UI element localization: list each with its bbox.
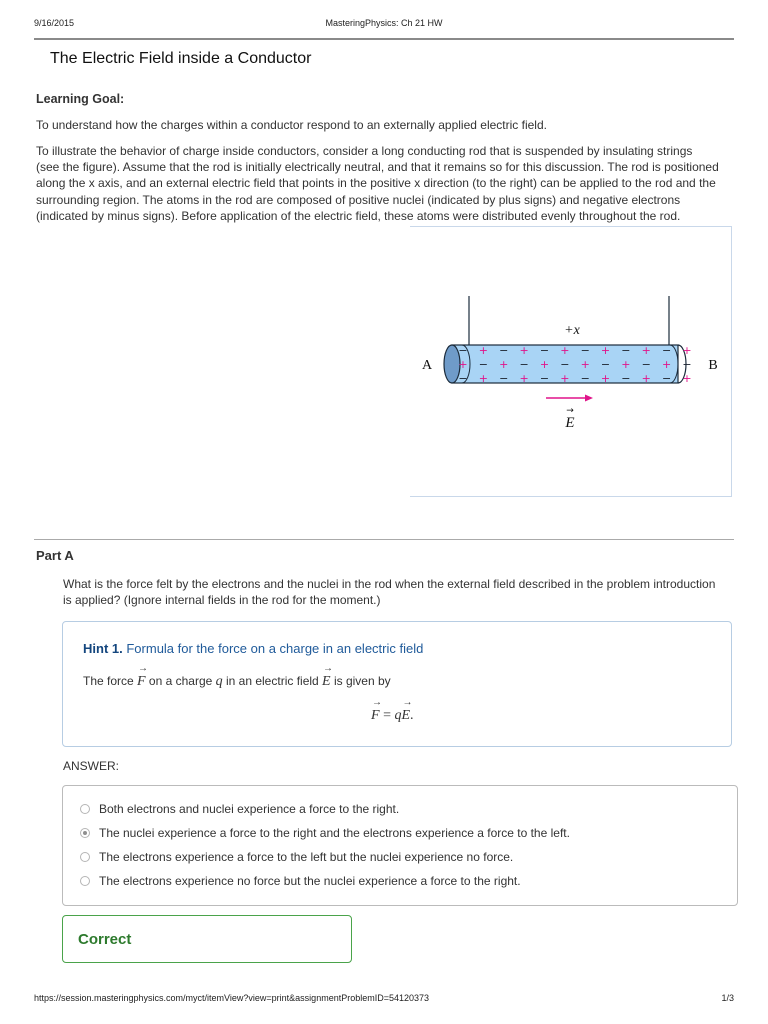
answer-options <box>62 785 738 906</box>
electron-sign: − <box>499 372 509 385</box>
print-date: 9/16/2015 <box>34 18 75 28</box>
hint-text-part: The force <box>83 674 138 688</box>
positive-nucleus-sign: + <box>580 358 590 371</box>
field-label: E <box>565 415 575 431</box>
print-title: MasteringPhysics: Ch 21 HW <box>325 18 443 28</box>
hint-panel <box>62 621 732 747</box>
part-a-heading: Part A <box>36 548 74 563</box>
answer-option-label: The electrons experience no force but the nuclei experience a force to the right. <box>99 874 521 888</box>
electron-sign: − <box>682 358 692 371</box>
header-divider <box>34 38 734 40</box>
positive-nucleus-sign: + <box>478 344 488 357</box>
positive-nucleus-sign: + <box>499 358 509 371</box>
answer-option-label: The electrons experience a force to the left but the nuclei experience no force. <box>99 850 514 864</box>
positive-nucleus-sign: + <box>682 372 692 385</box>
radio-button[interactable] <box>80 852 90 862</box>
end-label-a: A <box>421 358 433 373</box>
field-vector-symbol: → E <box>322 674 331 690</box>
electron-sign: − <box>621 372 631 385</box>
electron-sign: − <box>458 344 468 357</box>
page-indicator: 1/3 <box>721 993 734 1003</box>
force-formula <box>371 706 414 724</box>
force-vector-symbol: → F <box>137 674 146 690</box>
print-url: https://session.masteringphysics.com/myct/itemView?view=print&assignmentProblemID=54120373 <box>34 993 430 1003</box>
electron-sign: − <box>499 344 509 357</box>
radio-button[interactable] <box>80 876 90 886</box>
electron-sign: − <box>600 358 611 371</box>
hint-title-text: Formula for the force on a charge in an electric field <box>126 641 424 656</box>
electron-sign: − <box>458 372 468 385</box>
electron-sign: − <box>478 358 488 371</box>
positive-nucleus-sign: + <box>662 358 672 371</box>
electron-sign: − <box>621 344 631 357</box>
answer-option-label: The nuclei experience a force to the right and the electrons experience a force to the left. <box>99 826 570 840</box>
answer-option-label: Both electrons and nuclei experience a force to the right. <box>99 802 400 816</box>
formula-equals: = <box>379 708 395 723</box>
positive-nucleus-sign: + <box>641 344 651 357</box>
field-arrow-vector-mark: → <box>566 406 574 416</box>
formula-period: . <box>410 708 414 723</box>
electron-sign: − <box>560 358 570 371</box>
hint-text-part: in an electric field <box>222 674 323 688</box>
charge-symbol: q <box>215 674 223 689</box>
electron-sign: − <box>662 372 672 385</box>
hint-text-part: on a charge <box>145 674 216 688</box>
formula-force: → F <box>371 708 380 724</box>
positive-nucleus-sign: + <box>560 344 570 357</box>
positive-nucleus-sign: + <box>621 358 631 371</box>
formula-charge: q <box>394 708 402 723</box>
positive-nucleus-sign: + <box>478 372 488 385</box>
feedback-panel <box>62 915 352 963</box>
electron-sign: − <box>662 344 672 357</box>
formula-field: → E <box>401 708 410 724</box>
radio-button-selected[interactable] <box>80 828 90 838</box>
electron-sign: − <box>641 358 651 371</box>
part-a-question: What is the force felt by the electrons and the nuclei in the rod when the external field described in the problem introduction is applied? (Ignore internal fields in the rod for the moment.) <box>63 577 716 608</box>
positive-nucleus-sign: + <box>458 358 468 371</box>
electron-sign: − <box>539 372 550 385</box>
hint-title[interactable] <box>83 641 423 656</box>
learning-goal-heading: Learning Goal: <box>36 92 125 106</box>
positive-nucleus-sign: + <box>600 344 611 357</box>
feedback-correct: Correct <box>78 931 132 948</box>
answer-label: ANSWER: <box>63 759 120 773</box>
positive-nucleus-sign: + <box>519 344 529 357</box>
hint-number: Hint 1. <box>83 641 123 656</box>
positive-nucleus-sign: + <box>682 344 692 357</box>
print-header <box>34 18 734 32</box>
page-title: The Electric Field inside a Conductor <box>50 50 312 67</box>
positive-nucleus-sign: + <box>539 358 550 371</box>
rod-figure <box>410 226 732 497</box>
positive-nucleus-sign: + <box>519 372 529 385</box>
electron-sign: − <box>539 344 550 357</box>
positive-nucleus-sign: + <box>641 372 651 385</box>
electron-sign: − <box>580 344 590 357</box>
positive-nucleus-sign: + <box>560 372 570 385</box>
positive-nucleus-sign: + <box>600 372 611 385</box>
learning-goal-text: To understand how the charges within a conductor respond to an externally applied electric field. <box>36 118 547 132</box>
end-label-b: B <box>708 358 718 373</box>
electron-sign: − <box>580 372 590 385</box>
introduction-text: To illustrate the behavior of charge inside conductors, consider a long conducting rod that is suspended by insulating strings (see the figure). Assume that the rod is initially electrically neutral, and that it remains so for this discussion. The rod is positioned along the x axis, and an external electric field that points in the positive x direction (to the right) can be applied to the rod and the surrounding region. The atoms in the rod are composed of positive nuclei (indicated by plus signs) and negative electrons (indicated by minus signs). Before application of the electric field, these atoms were distributed evenly throughout the rod. <box>36 144 719 223</box>
radio-button[interactable] <box>80 804 90 814</box>
hint-text-part: is given by <box>330 674 391 688</box>
electron-sign: − <box>519 358 529 371</box>
field-arrow-head <box>585 395 593 402</box>
hint-text <box>83 674 391 690</box>
section-divider <box>34 539 734 540</box>
axis-label: +x <box>564 323 580 338</box>
